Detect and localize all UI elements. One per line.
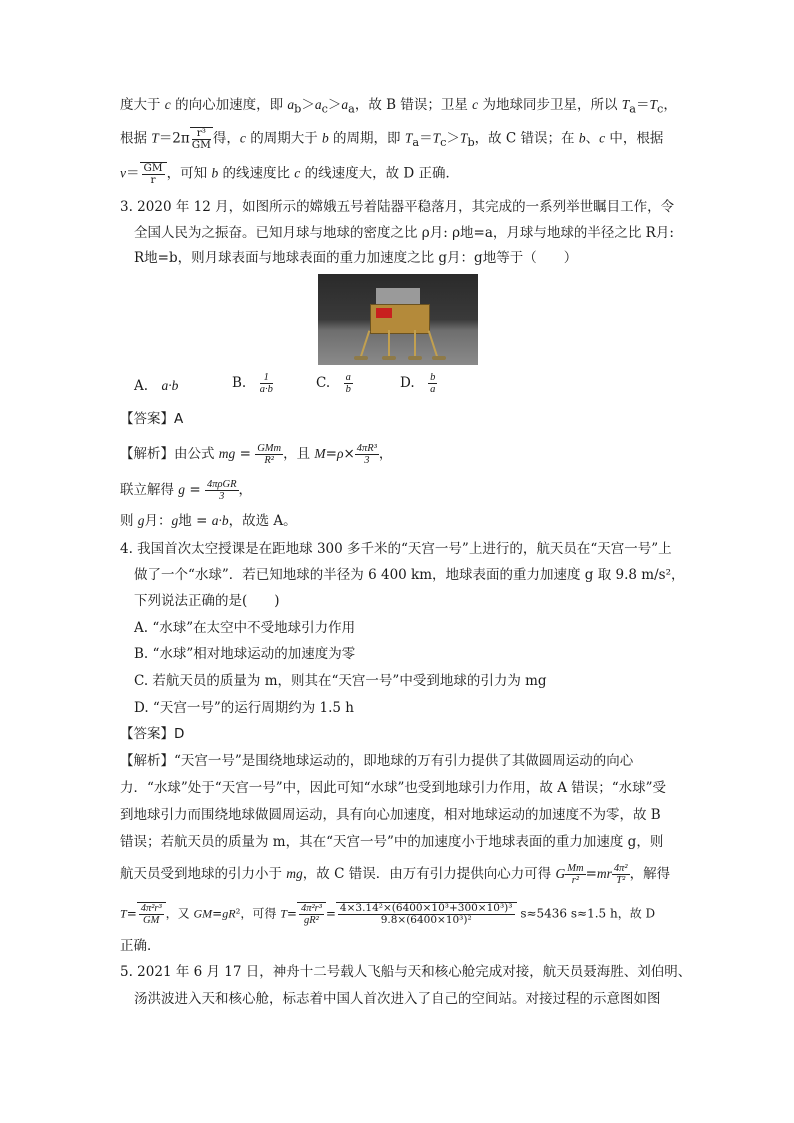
q4-option-a: A. “水球”在太空中不受地球引力作用: [134, 620, 356, 636]
q4-solution-4: 错误；若航天员的质量为 m，其在“天宫一号”中的加速度小于地球表面的重力加速度 g，则: [120, 834, 664, 850]
q3-stem-3: R地=b，则月球表面与地球表面的重力加速度之比 g月：g地等于（ ）: [134, 250, 578, 266]
text-line: 根据 T＝2π $\frac{\text{r³}}{GM}$ 得，c 的周期大于 b 的周期，即 $T_a=T_c>T_b$，故 C 错误；在 b、c 中，根据: [120, 127, 664, 151]
q4-solution-3: 到地球引力而围绕地球做圆周运动，具有向心加速度，相对地球运动的加速度不为零，故 B: [120, 807, 661, 823]
q3-answer: 【答案】A: [120, 411, 184, 427]
q3-solution-3: 则 g月：g地 = a·b，故选 A。: [120, 513, 297, 529]
q3-stem-2: 全国人民为之振奋。已知月球与地球的密度之比 ρ月: ρ地=a，月球与地球的半径之比 R月:: [134, 225, 674, 241]
q3-solution-1: 【解析】由公式 mg = $\frac{\text{GMm}}{\text{R²}}$ ，且 M=ρ× $\frac{\text{4πR³}}{3}$ ，: [120, 443, 393, 466]
q4-solution-2: 力．“水球”处于“天宫一号”中，因此可知“水球”也受到地球引力作用，故 A 错误；“水球”受: [120, 780, 667, 796]
q4-stem-1: 4. 我国首次太空授课是在距地球 300 多千米的“天宫一号”上进行的，航天员在“天宫一号”上: [120, 541, 672, 557]
lunar-lander-photo: [318, 274, 478, 365]
q4-stem-3: 下列说法正确的是( ): [134, 593, 280, 609]
q5-stem-2: 汤洪波进入天和核心舱，标志着中国人首次进入了自己的空间站。对接过程的示意图如图: [134, 991, 661, 1007]
q3-solution-2: 联立解得 g = $\frac{\text{4πρGR}}{3}$ ，: [120, 479, 252, 502]
q4-solution-5: 航天员受到地球的引力小于 mg，故 C 错误．由万有引力提供向心力可得 G $\frac{Mm}{\text{r²}}$ =mr $\frac{\text{4π²}}{\text{T²}}$ ，解得: [120, 863, 671, 886]
q4-option-c: C. 若航天员的质量为 m，则其在“天宫一号”中受到地球的引力为 mg: [134, 673, 547, 689]
q3-option-a: A. a·b: [134, 378, 179, 394]
q4-answer: 【答案】D: [120, 726, 185, 742]
q4-solution-6: T= $\frac{\text{4π²r³}}{GM}$ ，又 GM=gR²，可得 T= $\frac{\text{4π²r³}}{\text{gR²}}$ = $\frac{\text{4×3.14²×(6400×10³+300×10³)³}}{\text{9.8×(6400×10³)²}}$ s≈5436 s≈1.5 h，故 D: [120, 902, 656, 926]
text-line: v＝ $\frac{GM}{r}$ ，可知 b 的线速度比 c 的线速度大，故 D 正确．: [120, 162, 459, 186]
q3-stem-1: 3. 2020 年 12 月，如图所示的嫦娥五号着陆器平稳落月，其完成的一系列举世瞩目工作，令: [120, 199, 675, 215]
q4-option-b: B. “水球”相对地球运动的加速度为零: [134, 646, 356, 662]
text-line: 度大于 c 的向心加速度，即 $a_b>a_c>a_a$，故 B 错误；卫星 c 为地球同步卫星，所以 $T_a=T_c$，: [120, 97, 677, 116]
q4-option-d: D. “天宫一号”的运行周期约为 1.5 h: [134, 700, 354, 716]
flag-icon: [376, 308, 392, 318]
q5-stem-1: 5. 2021 年 6 月 17 日，神舟十二号载人飞船与天和核心舱完成对接，航天员聂海胜、刘伯明、: [120, 964, 692, 980]
q3-option-d: D. $\frac{b}{a}$: [400, 372, 436, 395]
q4-solution-7: 正确．: [120, 938, 161, 954]
q3-option-b: B. $\frac{1}{a\cdot b}$: [232, 372, 273, 395]
q4-solution-1: 【解析】“天宫一号”是围绕地球运动的，即地球的万有引力提供了其做圆周运动的向心: [120, 753, 634, 769]
q3-option-c: C. $\frac{a}{b}$: [316, 372, 351, 395]
q4-stem-2: 做了一个“水球”．若已知地球的半径为 6 400 km，地球表面的重力加速度 g 取 9.8 m/s²，: [134, 567, 685, 583]
